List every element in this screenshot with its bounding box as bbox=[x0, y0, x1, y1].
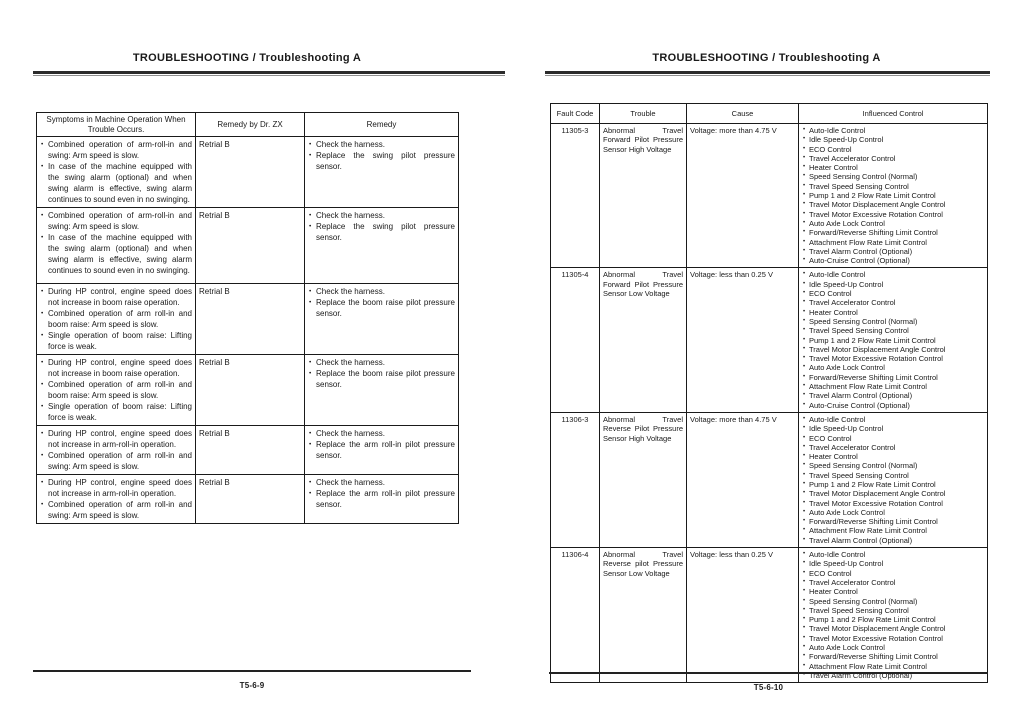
remedy-by-dr-zx-cell: Retrial B bbox=[196, 475, 305, 524]
symptom-item: • During HP control, engine speed does not increase in boom raise operation. bbox=[40, 286, 192, 308]
trouble-text: Abnormal Travel Reverse pilot Pressure Sensor Low Voltage bbox=[603, 550, 683, 578]
influenced-control-item: • Travel Motor Displacement Angle Control bbox=[802, 345, 984, 354]
remedy-by-dr-zx-cell: Retrial B bbox=[196, 208, 305, 284]
influenced-control-item: • Auto-Idle Control bbox=[802, 270, 984, 279]
table-row bbox=[37, 137, 459, 208]
symptoms-cell bbox=[37, 426, 196, 475]
symptom-item: • Combined operation of arm roll-in and boom raise: Arm speed is slow. bbox=[40, 379, 192, 401]
influenced-control-item: • Idle Speed-Up Control bbox=[802, 135, 984, 144]
table-row bbox=[551, 412, 988, 547]
influenced-control-item: • Pump 1 and 2 Flow Rate Limit Control bbox=[802, 336, 984, 345]
col-header-symptoms: Symptoms in Machine Operation When Trouble Occurs. bbox=[37, 113, 196, 137]
symptom-item: • Combined operation of arm roll-in and boom raise: Arm speed is slow. bbox=[40, 308, 192, 330]
trouble-cell bbox=[600, 548, 687, 683]
remedy-cell bbox=[305, 475, 459, 524]
influenced-control-item: • Travel Alarm Control (Optional) bbox=[802, 247, 984, 256]
influenced-control-item: • Auto Axle Lock Control bbox=[802, 219, 984, 228]
fault-table-body bbox=[551, 124, 988, 683]
influenced-control-item: • Travel Alarm Control (Optional) bbox=[802, 671, 984, 680]
remedy-item: • Replace the boom raise pilot pressure sensor. bbox=[308, 368, 455, 390]
influenced-control-item: • Heater Control bbox=[802, 587, 984, 596]
remedy-item: • Replace the arm roll-in pilot pressure sensor. bbox=[308, 488, 455, 510]
influenced-control-item: • Auto-Cruise Control (Optional) bbox=[802, 401, 984, 410]
trouble-cell bbox=[600, 412, 687, 547]
influenced-control-item: • Travel Motor Excessive Rotation Control bbox=[802, 210, 984, 219]
influenced-control-item: • Travel Speed Sensing Control bbox=[802, 182, 984, 191]
title-rule-right bbox=[545, 71, 990, 76]
influenced-control-item: • Idle Speed-Up Control bbox=[802, 559, 984, 568]
trouble-text: Abnormal Travel Forward Pilot Pressure Sensor Low Voltage bbox=[603, 270, 683, 299]
symptoms-cell bbox=[37, 475, 196, 524]
influenced-control-item: • Forward/Reverse Shifting Limit Control bbox=[802, 373, 984, 382]
influenced-control-item: • Travel Alarm Control (Optional) bbox=[802, 536, 984, 545]
page-title-right: TROUBLESHOOTING / Troubleshooting A bbox=[652, 52, 881, 64]
symptom-item: • Single operation of boom raise: Lifting force is weak. bbox=[40, 401, 192, 423]
remedy-item: • Replace the swing pilot pressure sensor. bbox=[308, 221, 455, 243]
symptoms-table-body bbox=[37, 137, 459, 524]
remedy-item: • Replace the boom raise pilot pressure sensor. bbox=[308, 297, 455, 319]
influenced-control-item: • ECO Control bbox=[802, 569, 984, 578]
fault-code-table bbox=[550, 103, 988, 683]
symptoms-cell bbox=[37, 208, 196, 284]
influenced-control-item: • Travel Accelerator Control bbox=[802, 298, 984, 307]
influenced-control-item: • Auto-Idle Control bbox=[802, 415, 984, 424]
influenced-control-item: • Heater Control bbox=[802, 163, 984, 172]
influenced-control-item: • Travel Motor Excessive Rotation Control bbox=[802, 499, 984, 508]
symptoms-remedy-table bbox=[36, 112, 459, 524]
influenced-control-item: • Idle Speed-Up Control bbox=[802, 280, 984, 289]
influenced-control-item: • Speed Sensing Control (Normal) bbox=[802, 317, 984, 326]
remedy-item: • Check the harness. bbox=[308, 210, 455, 221]
influenced-control-item: • Pump 1 and 2 Flow Rate Limit Control bbox=[802, 615, 984, 624]
table-row bbox=[551, 268, 988, 412]
page-number-left: T5-6-9 bbox=[239, 681, 265, 690]
remedy-cell bbox=[305, 137, 459, 208]
col-header-trouble: Trouble bbox=[600, 104, 687, 124]
influenced-control-item: • Travel Speed Sensing Control bbox=[802, 606, 984, 615]
cause-cell: Voltage: more than 4.75 V bbox=[687, 124, 799, 268]
symptom-item: • Combined operation of arm roll-in and swing: Arm speed is slow. bbox=[40, 450, 192, 472]
symptoms-cell bbox=[37, 137, 196, 208]
influenced-control-item: • Travel Motor Excessive Rotation Control bbox=[802, 354, 984, 363]
remedy-cell bbox=[305, 284, 459, 355]
table-header-row bbox=[37, 113, 459, 137]
influenced-control-item: • Auto Axle Lock Control bbox=[802, 363, 984, 372]
influenced-control-item: • Forward/Reverse Shifting Limit Control bbox=[802, 228, 984, 237]
col-header-influenced-control: Influenced Control bbox=[799, 104, 988, 124]
influenced-control-item: • Forward/Reverse Shifting Limit Control bbox=[802, 517, 984, 526]
influenced-control-item: • Travel Motor Excessive Rotation Control bbox=[802, 634, 984, 643]
influenced-control-item: • Travel Alarm Control (Optional) bbox=[802, 391, 984, 400]
influenced-control-item: • Forward/Reverse Shifting Limit Control bbox=[802, 652, 984, 661]
influenced-control-item: • Auto Axle Lock Control bbox=[802, 643, 984, 652]
remedy-item: • Check the harness. bbox=[308, 428, 455, 439]
influenced-control-item: • Auto-Idle Control bbox=[802, 550, 984, 559]
cause-cell: Voltage: less than 0.25 V bbox=[687, 548, 799, 683]
cause-cell: Voltage: more than 4.75 V bbox=[687, 412, 799, 547]
trouble-text: Abnormal Travel Reverse Pilot Pressure Sensor High Voltage bbox=[603, 414, 683, 443]
symptom-item: • During HP control, engine speed does not increase in boom raise operation. bbox=[40, 357, 192, 379]
trouble-text: Abnormal Travel Forward Pilot Pressure Sensor High Voltage bbox=[603, 126, 683, 154]
influenced-control-item: • Travel Motor Displacement Angle Control bbox=[802, 624, 984, 633]
col-header-remedy: Remedy bbox=[305, 113, 459, 137]
remedy-by-dr-zx-cell: Retrial B bbox=[196, 137, 305, 208]
remedy-cell bbox=[305, 355, 459, 426]
trouble-cell bbox=[600, 268, 687, 412]
influenced-control-item: • Travel Accelerator Control bbox=[802, 443, 984, 452]
table-row bbox=[551, 124, 988, 268]
influenced-control-item: • Auto-Cruise Control (Optional) bbox=[802, 256, 984, 265]
col-header-cause: Cause bbox=[687, 104, 799, 124]
influenced-control-item: • Attachment Flow Rate Limit Control bbox=[802, 662, 984, 671]
influenced-control-item: • Pump 1 and 2 Flow Rate Limit Control bbox=[802, 480, 984, 489]
influenced-control-item: • Travel Accelerator Control bbox=[802, 154, 984, 163]
symptom-item: • During HP control, engine speed does not increase in arm-roll-in operation. bbox=[40, 477, 192, 499]
fault-code-cell: 11306-4 bbox=[551, 548, 600, 683]
remedy-by-dr-zx-cell: Retrial B bbox=[196, 426, 305, 475]
symptom-item: • Combined operation of arm-roll-in and swing: Arm speed is slow. bbox=[40, 210, 192, 232]
influenced-control-item: • Idle Speed-Up Control bbox=[802, 424, 984, 433]
table-row bbox=[37, 475, 459, 524]
symptoms-cell bbox=[37, 284, 196, 355]
footer-rule-right bbox=[549, 672, 988, 674]
remedy-by-dr-zx-cell: Retrial B bbox=[196, 284, 305, 355]
symptom-item: • In case of the machine equipped with the swing alarm (optional) and when swing alarm is effective, swing alarm continues to sound even in no swinging. bbox=[40, 161, 192, 205]
influenced-control-item: • Auto-Idle Control bbox=[802, 126, 984, 135]
symptom-item: • During HP control, engine speed does not increase in arm-roll-in operation. bbox=[40, 428, 192, 450]
trouble-cell bbox=[600, 124, 687, 268]
symptom-item: • Combined operation of arm-roll-in and swing: Arm speed is slow. bbox=[40, 139, 192, 161]
influenced-control-item: • ECO Control bbox=[802, 289, 984, 298]
remedy-item: • Check the harness. bbox=[308, 357, 455, 368]
fault-code-cell: 11306-3 bbox=[551, 412, 600, 547]
influenced-control-item: • ECO Control bbox=[802, 145, 984, 154]
title-rule-left bbox=[33, 71, 505, 76]
influenced-control-item: • Attachment Flow Rate Limit Control bbox=[802, 382, 984, 391]
col-header-fault-code: Fault Code bbox=[551, 104, 600, 124]
remedy-item: • Check the harness. bbox=[308, 139, 455, 150]
footer-rule-left bbox=[33, 670, 471, 672]
table-row bbox=[37, 284, 459, 355]
remedy-item: • Check the harness. bbox=[308, 477, 455, 488]
symptom-item: • In case of the machine equipped with the swing alarm (optional) and when swing alarm is effective, swing alarm continues to sound even in no swinging. bbox=[40, 232, 192, 276]
influenced-control-item: • Heater Control bbox=[802, 308, 984, 317]
influenced-control-item: • Travel Motor Displacement Angle Control bbox=[802, 489, 984, 498]
influenced-control-item: • Auto Axle Lock Control bbox=[802, 508, 984, 517]
influenced-control-item: • Speed Sensing Control (Normal) bbox=[802, 597, 984, 606]
symptom-item: • Combined operation of arm roll-in and swing: Arm speed is slow. bbox=[40, 499, 192, 521]
table-row bbox=[37, 355, 459, 426]
symptom-item: • Single operation of boom raise: Lifting force is weak. bbox=[40, 330, 192, 352]
table-row bbox=[551, 548, 988, 683]
influenced-control-item: • ECO Control bbox=[802, 434, 984, 443]
remedy-cell bbox=[305, 208, 459, 284]
remedy-cell bbox=[305, 426, 459, 475]
remedy-item: • Replace the arm roll-in pilot pressure sensor. bbox=[308, 439, 455, 461]
influenced-control-item: • Speed Sensing Control (Normal) bbox=[802, 461, 984, 470]
influenced-control-item: • Pump 1 and 2 Flow Rate Limit Control bbox=[802, 191, 984, 200]
cause-cell: Voltage: less than 0.25 V bbox=[687, 268, 799, 412]
table-header-row bbox=[551, 104, 988, 124]
influenced-control-cell bbox=[799, 268, 988, 412]
table-row bbox=[37, 426, 459, 475]
page-number-right: T5-6-10 bbox=[753, 683, 784, 692]
influenced-control-cell bbox=[799, 548, 988, 683]
fault-code-cell: 11305-3 bbox=[551, 124, 600, 268]
influenced-control-cell bbox=[799, 124, 988, 268]
symptoms-cell bbox=[37, 355, 196, 426]
remedy-item: • Check the harness. bbox=[308, 286, 455, 297]
influenced-control-item: • Travel Motor Displacement Angle Control bbox=[802, 200, 984, 209]
col-header-remedy-by-dr-zx: Remedy by Dr. ZX bbox=[196, 113, 305, 137]
fault-code-cell: 11305-4 bbox=[551, 268, 600, 412]
influenced-control-item: • Speed Sensing Control (Normal) bbox=[802, 172, 984, 181]
influenced-control-item: • Attachment Flow Rate Limit Control bbox=[802, 526, 984, 535]
influenced-control-item: • Heater Control bbox=[802, 452, 984, 461]
influenced-control-item: • Travel Accelerator Control bbox=[802, 578, 984, 587]
influenced-control-item: • Travel Speed Sensing Control bbox=[802, 471, 984, 480]
remedy-item: • Replace the swing pilot pressure sensor. bbox=[308, 150, 455, 172]
remedy-by-dr-zx-cell: Retrial B bbox=[196, 355, 305, 426]
influenced-control-item: • Travel Speed Sensing Control bbox=[802, 326, 984, 335]
influenced-control-cell bbox=[799, 412, 988, 547]
page-title-left: TROUBLESHOOTING / Troubleshooting A bbox=[132, 52, 362, 64]
table-row bbox=[37, 208, 459, 284]
influenced-control-item: • Attachment Flow Rate Limit Control bbox=[802, 238, 984, 247]
